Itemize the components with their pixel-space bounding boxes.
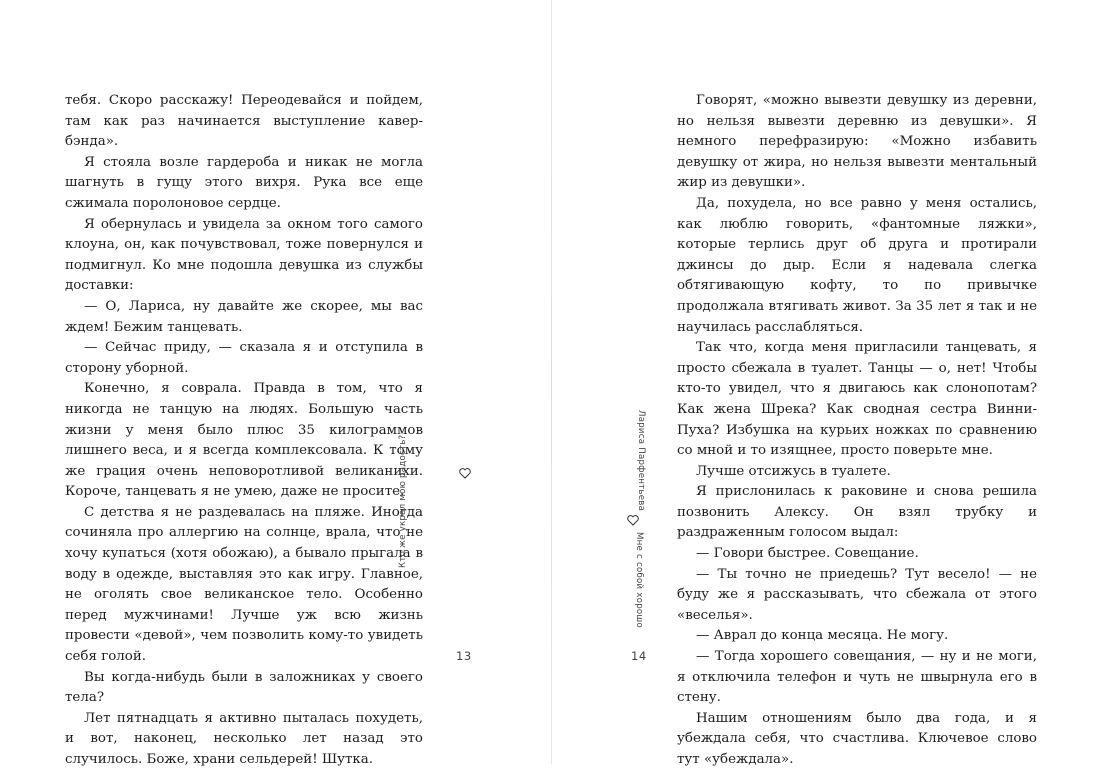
left-page [0, 0, 551, 767]
paragraph: — Тогда хорошего совещания, — ну и не моги, я отключила телефон и чуть не швырнула его в стену. [677, 649, 1037, 706]
paragraph: — Сейчас приду, — сказала я и отступила в сторону уборной. [65, 340, 423, 376]
paragraph: Так что, когда меня пригласили танцевать, я просто сбежала в туалет. Танцы — о, нет! Чтобы кто-то увидел, что я двигаюсь как слонопотам? Как жена Шрека? Как сводная сестра Винни-Пуха? Избушка на курьих ножках по сравнению со мной и то изящнее, просто поверьте мне. [677, 340, 1037, 459]
paragraph: — Ты точно не приедешь? Тут весело! — не буду же я рассказывать, что сбежала от этого «веселья». [677, 566, 1037, 623]
paragraph: Я прислонилась к раковине и снова решила позвонить Алексу. Он взял трубку и раздраженным голосом выдал: [677, 484, 1037, 541]
book-title: Мне с собой хорошо [634, 532, 644, 629]
paragraph: Лет пятнадцать я активно пыталась похудеть, и вот, наконец, несколько лет назад это случилось. Боже, храни сельдерей! Шутка. [65, 710, 423, 767]
heart-outline-icon [627, 515, 639, 526]
left-page-text [65, 91, 423, 771]
right-page-text [677, 91, 1037, 771]
paragraph: — Говори быстрее. Совещание. [696, 546, 919, 562]
paragraph: Нашим отношениям было два года, и я убеждала себя, что счастлива. Ключевое слово тут «убеждала». [677, 710, 1037, 767]
paragraph: — О, Лариса, ну давайте же скорее, мы вас ждем! Бежим танцевать. [65, 298, 423, 335]
paragraph: Лучше отсижусь в туалете. [696, 463, 891, 479]
paragraph: С детства я не раздевалась на пляже. Иногда сочиняла про аллергию на солнце, врала, что не хочу купаться (хотя обожаю), а бывало прыгала в воду в одежде, выставляя это как игру. Главное, не оголять свое великанское тело. Особенно перед мужчинами! Лучше уж всю жизнь провести «девой», чем позволить кому-то увидеть себя голой. [65, 504, 423, 665]
paragraph: Конечно, я соврала. Правда в том, что я никогда не танцую на людях. Большую часть жизни у меня было плюс 35 килограммов лишнего веса, и я всегда комплексовала. К тому же грация очень неповоротливой великанихи. Короче, танцевать я не умею, даже не просите. [65, 381, 423, 500]
author-name: Лариса Парфентьева [636, 410, 646, 512]
paragraph: Я обернулась и увидела за окном того самого клоуна, он, как почувствовал, тоже повернулся и подмигнул. Ко мне подошла девушка из службы доставки: [65, 216, 423, 294]
paragraph: тебя. Скоро расскажу! Переодевайся и пойдем, там как раз начинается выступление кавер-бэнда». [65, 93, 423, 150]
page-number-right: 14 [631, 649, 647, 663]
heart-outline-icon [459, 468, 471, 479]
paragraph: Вы когда-нибудь были в заложниках у своего тела? [65, 669, 423, 706]
paragraph: — Аврал до конца месяца. Не могу. [696, 628, 949, 644]
paragraph: Я стояла возле гардероба и никак не могла шагнуть в гущу этого вихря. Рука все еще сжимала поролоновое сердце. [65, 154, 423, 211]
paragraph: Да, похудела, но все равно у меня остались, как люблю говорить, «фантомные ляжки», которые терлись друг об друга и протирали джинсы до дыр. Если я надевала слегка обтягивающую кофту, то по привычке продолжала втягивать живот. За 35 лет я так и не научилась расслабляться. [677, 195, 1037, 335]
paragraph: Говорят, «можно вывезти девушку из деревни, но нельзя вывезти деревню из девушки». Я немного перефразирую: «Можно избавить девушку от жира, но нельзя вывезти ментальный жир из девушки». [677, 93, 1037, 191]
running-title: Кто же украл мою радость? [398, 434, 408, 568]
page-number-left: 13 [456, 649, 472, 663]
